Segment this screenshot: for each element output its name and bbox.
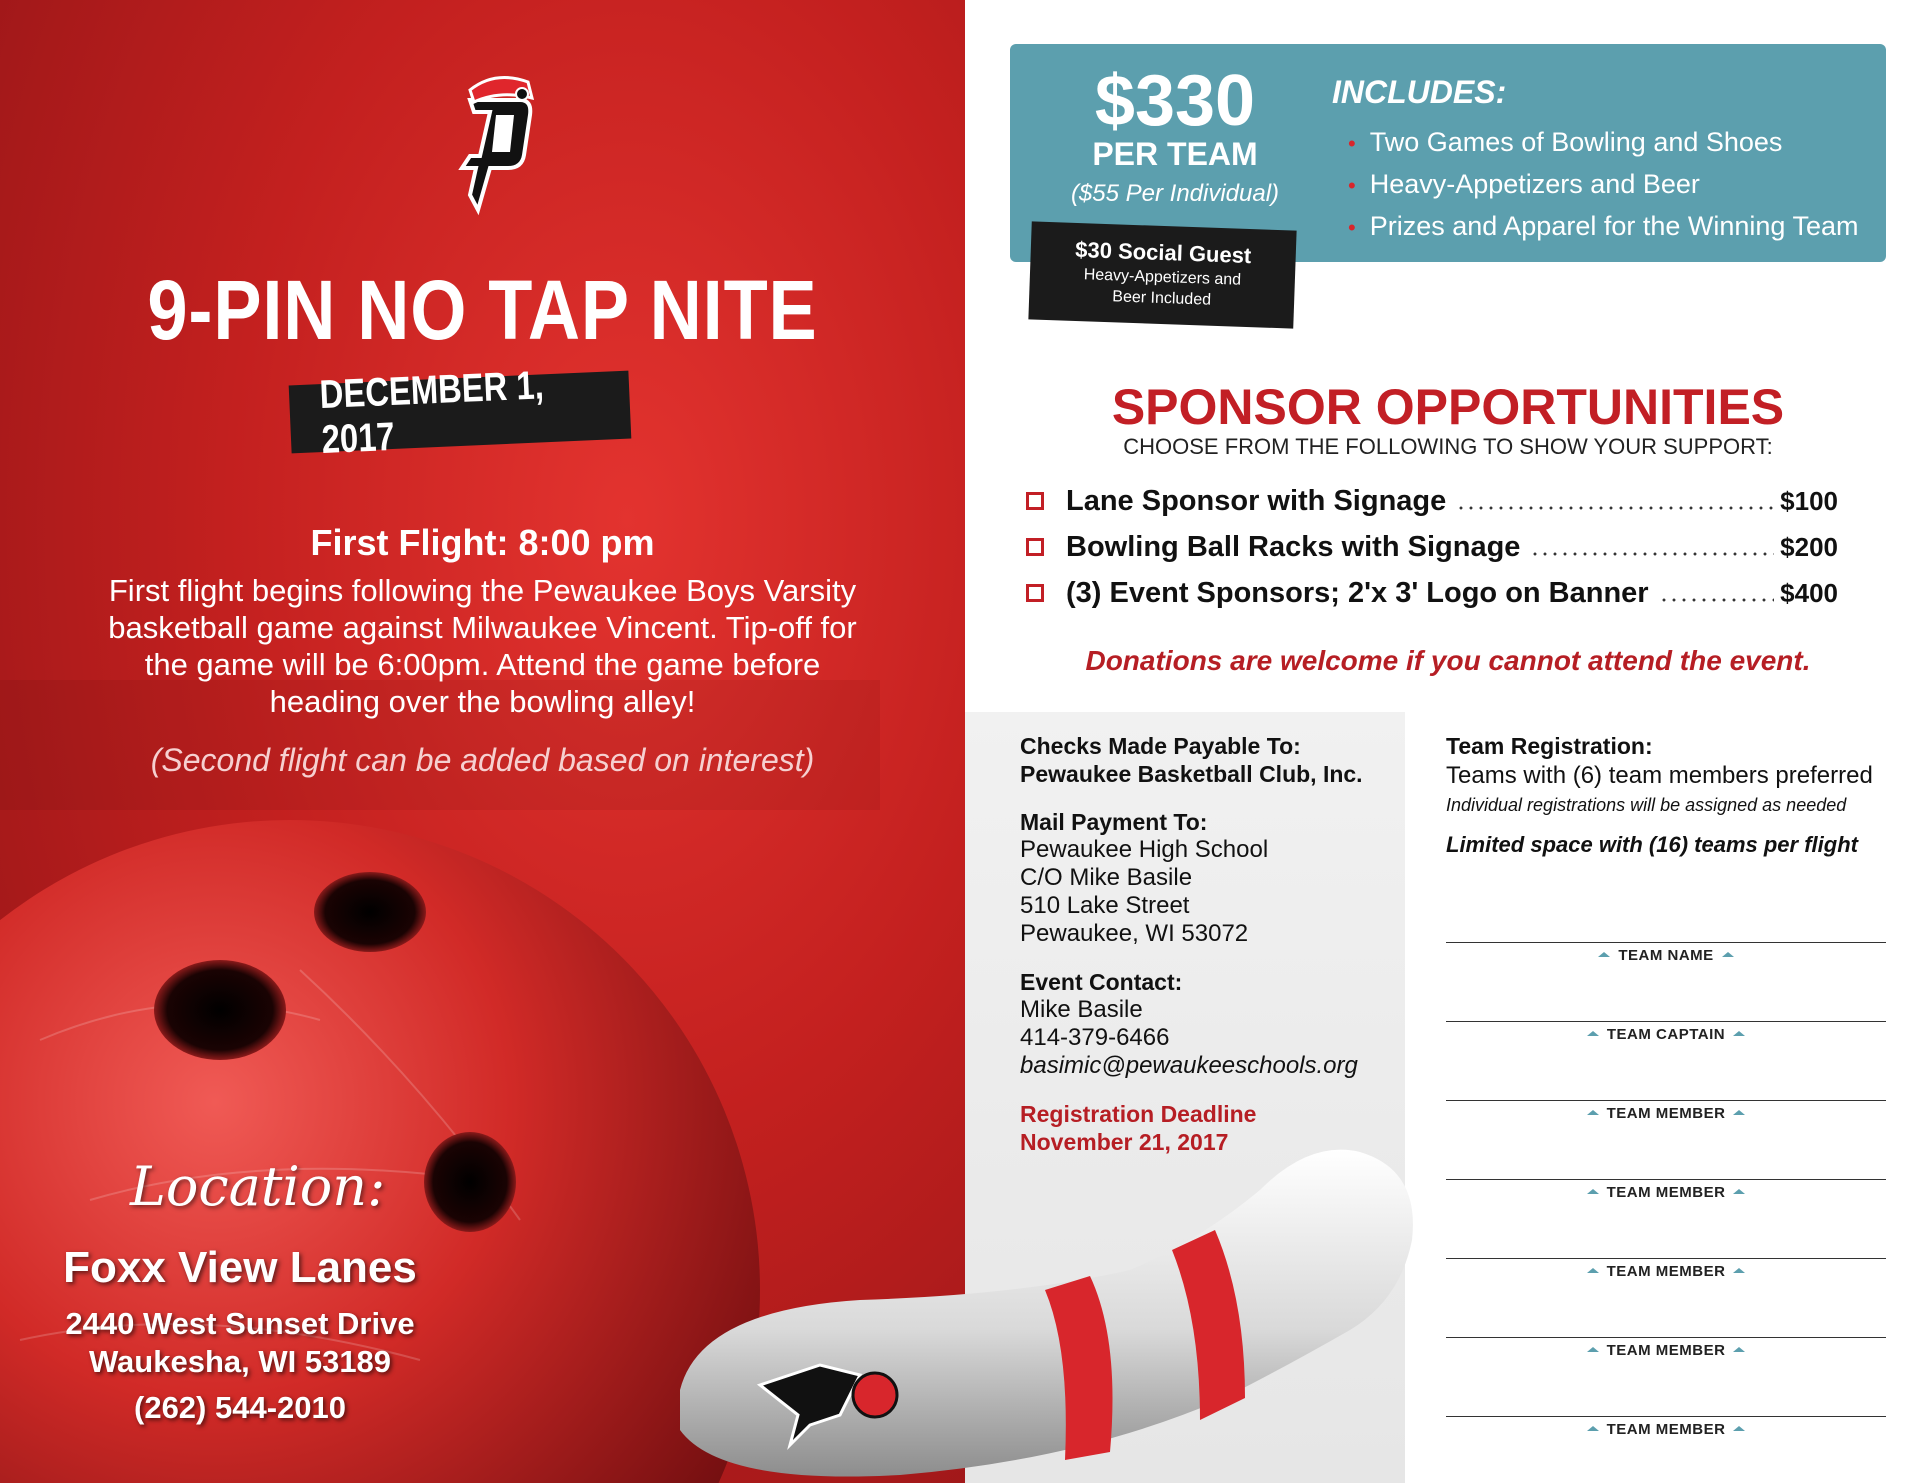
event-title: 9-PIN NO TAP NITE: [147, 263, 818, 357]
registration-limit: Limited space with (16) teams per flight: [1446, 832, 1858, 857]
venue-phone: (262) 544-2010: [134, 1390, 346, 1425]
arrow-up-icon: [1598, 952, 1610, 957]
fill-line: [1446, 1100, 1886, 1101]
checks-label: Checks Made Payable To:: [1020, 733, 1301, 759]
deadline-date: November 21, 2017: [1020, 1129, 1229, 1155]
fill-line: [1446, 942, 1886, 943]
sponsor-option-label: Bowling Ball Racks with Signage: [1066, 530, 1521, 563]
arrow-up-icon: [1722, 952, 1734, 957]
donations-note: Donations are welcome if you cannot attend the event.: [1085, 645, 1811, 676]
includes-heading: INCLUDES:: [1332, 74, 1507, 110]
social-guest-title: $30 Social Guest: [1074, 236, 1252, 269]
fill-line: [1446, 1416, 1886, 1417]
contact-phone: 414-379-6466: [1020, 1024, 1170, 1051]
field-label: TEAM MEMBER: [1606, 1263, 1726, 1280]
team-member-field[interactable]: [1446, 1416, 1886, 1446]
team-captain-field[interactable]: [1446, 1021, 1886, 1051]
bowling-pin-icon: [660, 1130, 1440, 1483]
team-price-unit: PER TEAM: [1092, 136, 1258, 172]
bullet-icon: •: [1348, 173, 1356, 198]
sponsor-option-price: $200: [1780, 531, 1838, 562]
mail-line: 510 Lake Street: [1020, 892, 1190, 919]
arrow-up-icon: [1587, 1268, 1599, 1273]
arrow-up-icon: [1733, 1031, 1745, 1036]
arrow-up-icon: [1587, 1347, 1599, 1352]
list-item: • Heavy-Appetizers and Beer: [1348, 169, 1700, 199]
arrow-up-icon: [1587, 1110, 1599, 1115]
field-label: TEAM MEMBER: [1606, 1421, 1726, 1438]
dot-leader: [1530, 551, 1774, 557]
registration-preferred: Teams with (6) team members preferred: [1446, 762, 1873, 789]
team-member-field[interactable]: [1446, 1337, 1886, 1367]
dot-leader: [1456, 505, 1774, 511]
team-member-field[interactable]: [1446, 1100, 1886, 1130]
team-registration: [1446, 732, 1886, 858]
checkbox-icon[interactable]: [1026, 584, 1044, 602]
contact-email[interactable]: basimic@pewaukeeschools.org: [1020, 1052, 1358, 1079]
arrow-up-icon: [1733, 1110, 1745, 1115]
mail-line: Pewaukee High School: [1020, 836, 1269, 863]
pirate-p-logo-icon: [440, 60, 540, 220]
arrow-up-icon: [1587, 1031, 1599, 1036]
arrow-up-icon: [1733, 1347, 1745, 1352]
field-label: TEAM MEMBER: [1606, 1184, 1726, 1201]
venue-address-line2: Waukesha, WI 53189: [88, 1344, 392, 1379]
fill-line: [1446, 1337, 1886, 1338]
team-member-field[interactable]: [1446, 1179, 1886, 1209]
arrow-up-icon: [1587, 1189, 1599, 1194]
bullet-icon: •: [1348, 215, 1356, 240]
contact-name: Mike Basile: [1020, 996, 1143, 1023]
sponsor-option-label: Lane Sponsor with Signage: [1066, 484, 1447, 517]
arrow-up-icon: [1733, 1426, 1745, 1431]
venue-name: Foxx View Lanes: [63, 1243, 417, 1292]
sponsor-option-price: $400: [1780, 577, 1838, 608]
field-label: TEAM NAME: [1618, 947, 1714, 964]
fill-line: [1446, 1258, 1886, 1259]
mail-label: Mail Payment To:: [1020, 809, 1208, 835]
mail-line: C/O Mike Basile: [1020, 864, 1193, 891]
sponsor-option[interactable]: [1026, 573, 1838, 613]
mail-line: Pewaukee, WI 53072: [1020, 920, 1249, 947]
arrow-up-icon: [1733, 1268, 1745, 1273]
event-date-badge: [289, 363, 632, 463]
social-guest-sub-1: Heavy-Appetizers and: [1083, 266, 1242, 289]
contact-label: Event Contact:: [1020, 969, 1183, 995]
sponsor-subtitle: CHOOSE FROM THE FOLLOWING TO SHOW YOUR SUPPORT:: [1123, 434, 1773, 459]
checkbox-icon[interactable]: [1026, 538, 1044, 556]
fill-line: [1446, 1021, 1886, 1022]
sponsor-option[interactable]: [1026, 481, 1838, 521]
arrow-up-icon: [1733, 1189, 1745, 1194]
field-label: TEAM MEMBER: [1606, 1105, 1726, 1122]
social-guest-sub-2: Beer Included: [1112, 288, 1212, 309]
field-label: TEAM CAPTAIN: [1606, 1026, 1726, 1043]
sponsor-option-label: (3) Event Sponsors; 2'x 3' Logo on Banner: [1066, 576, 1649, 609]
team-name-field[interactable]: [1446, 942, 1886, 972]
bullet-icon: •: [1348, 131, 1356, 156]
team-member-field[interactable]: [1446, 1258, 1886, 1288]
event-date: DECEMBER 1, 2017: [318, 363, 545, 463]
arrow-up-icon: [1587, 1426, 1599, 1431]
first-flight-heading: First Flight: 8:00 pm: [310, 522, 655, 563]
sponsor-option[interactable]: [1026, 527, 1838, 567]
registration-individual-note: Individual registrations will be assigned as needed: [1446, 795, 1847, 815]
team-price: $330: [1094, 61, 1256, 141]
field-label: TEAM MEMBER: [1606, 1342, 1726, 1359]
registration-heading: Team Registration:: [1446, 733, 1653, 759]
venue-address-line1: 2440 West Sunset Drive: [65, 1306, 415, 1341]
includes-list: [1348, 122, 1858, 248]
social-guest-badge: [1028, 221, 1296, 328]
fill-line: [1446, 1179, 1886, 1180]
deadline-label: Registration Deadline: [1020, 1101, 1257, 1127]
venue-address: [0, 1305, 480, 1381]
list-item: • Two Games of Bowling and Shoes: [1348, 127, 1783, 157]
sponsor-option-price: $100: [1780, 485, 1838, 516]
list-item: • Prizes and Apparel for the Winning Team: [1348, 211, 1859, 241]
payment-info: [1020, 732, 1410, 1156]
dot-leader: [1659, 597, 1775, 603]
individual-price: ($55 Per Individual): [1070, 180, 1280, 207]
location-label: Location:: [130, 1155, 386, 1218]
first-flight-text: First flight begins following the Pewaukee Boys Varsity basketball game against Milwaukee Vincent. Tip-off for the game will be 6:00pm. Attend the game before heading over the bowling alley!: [108, 573, 857, 719]
checks-payee: Pewaukee Basketball Club, Inc.: [1020, 761, 1363, 787]
checkbox-icon[interactable]: [1026, 492, 1044, 510]
sponsor-title: SPONSOR OPPORTUNITIES: [1111, 379, 1785, 435]
second-flight-note: (Second flight can be added based on interest): [150, 742, 815, 778]
